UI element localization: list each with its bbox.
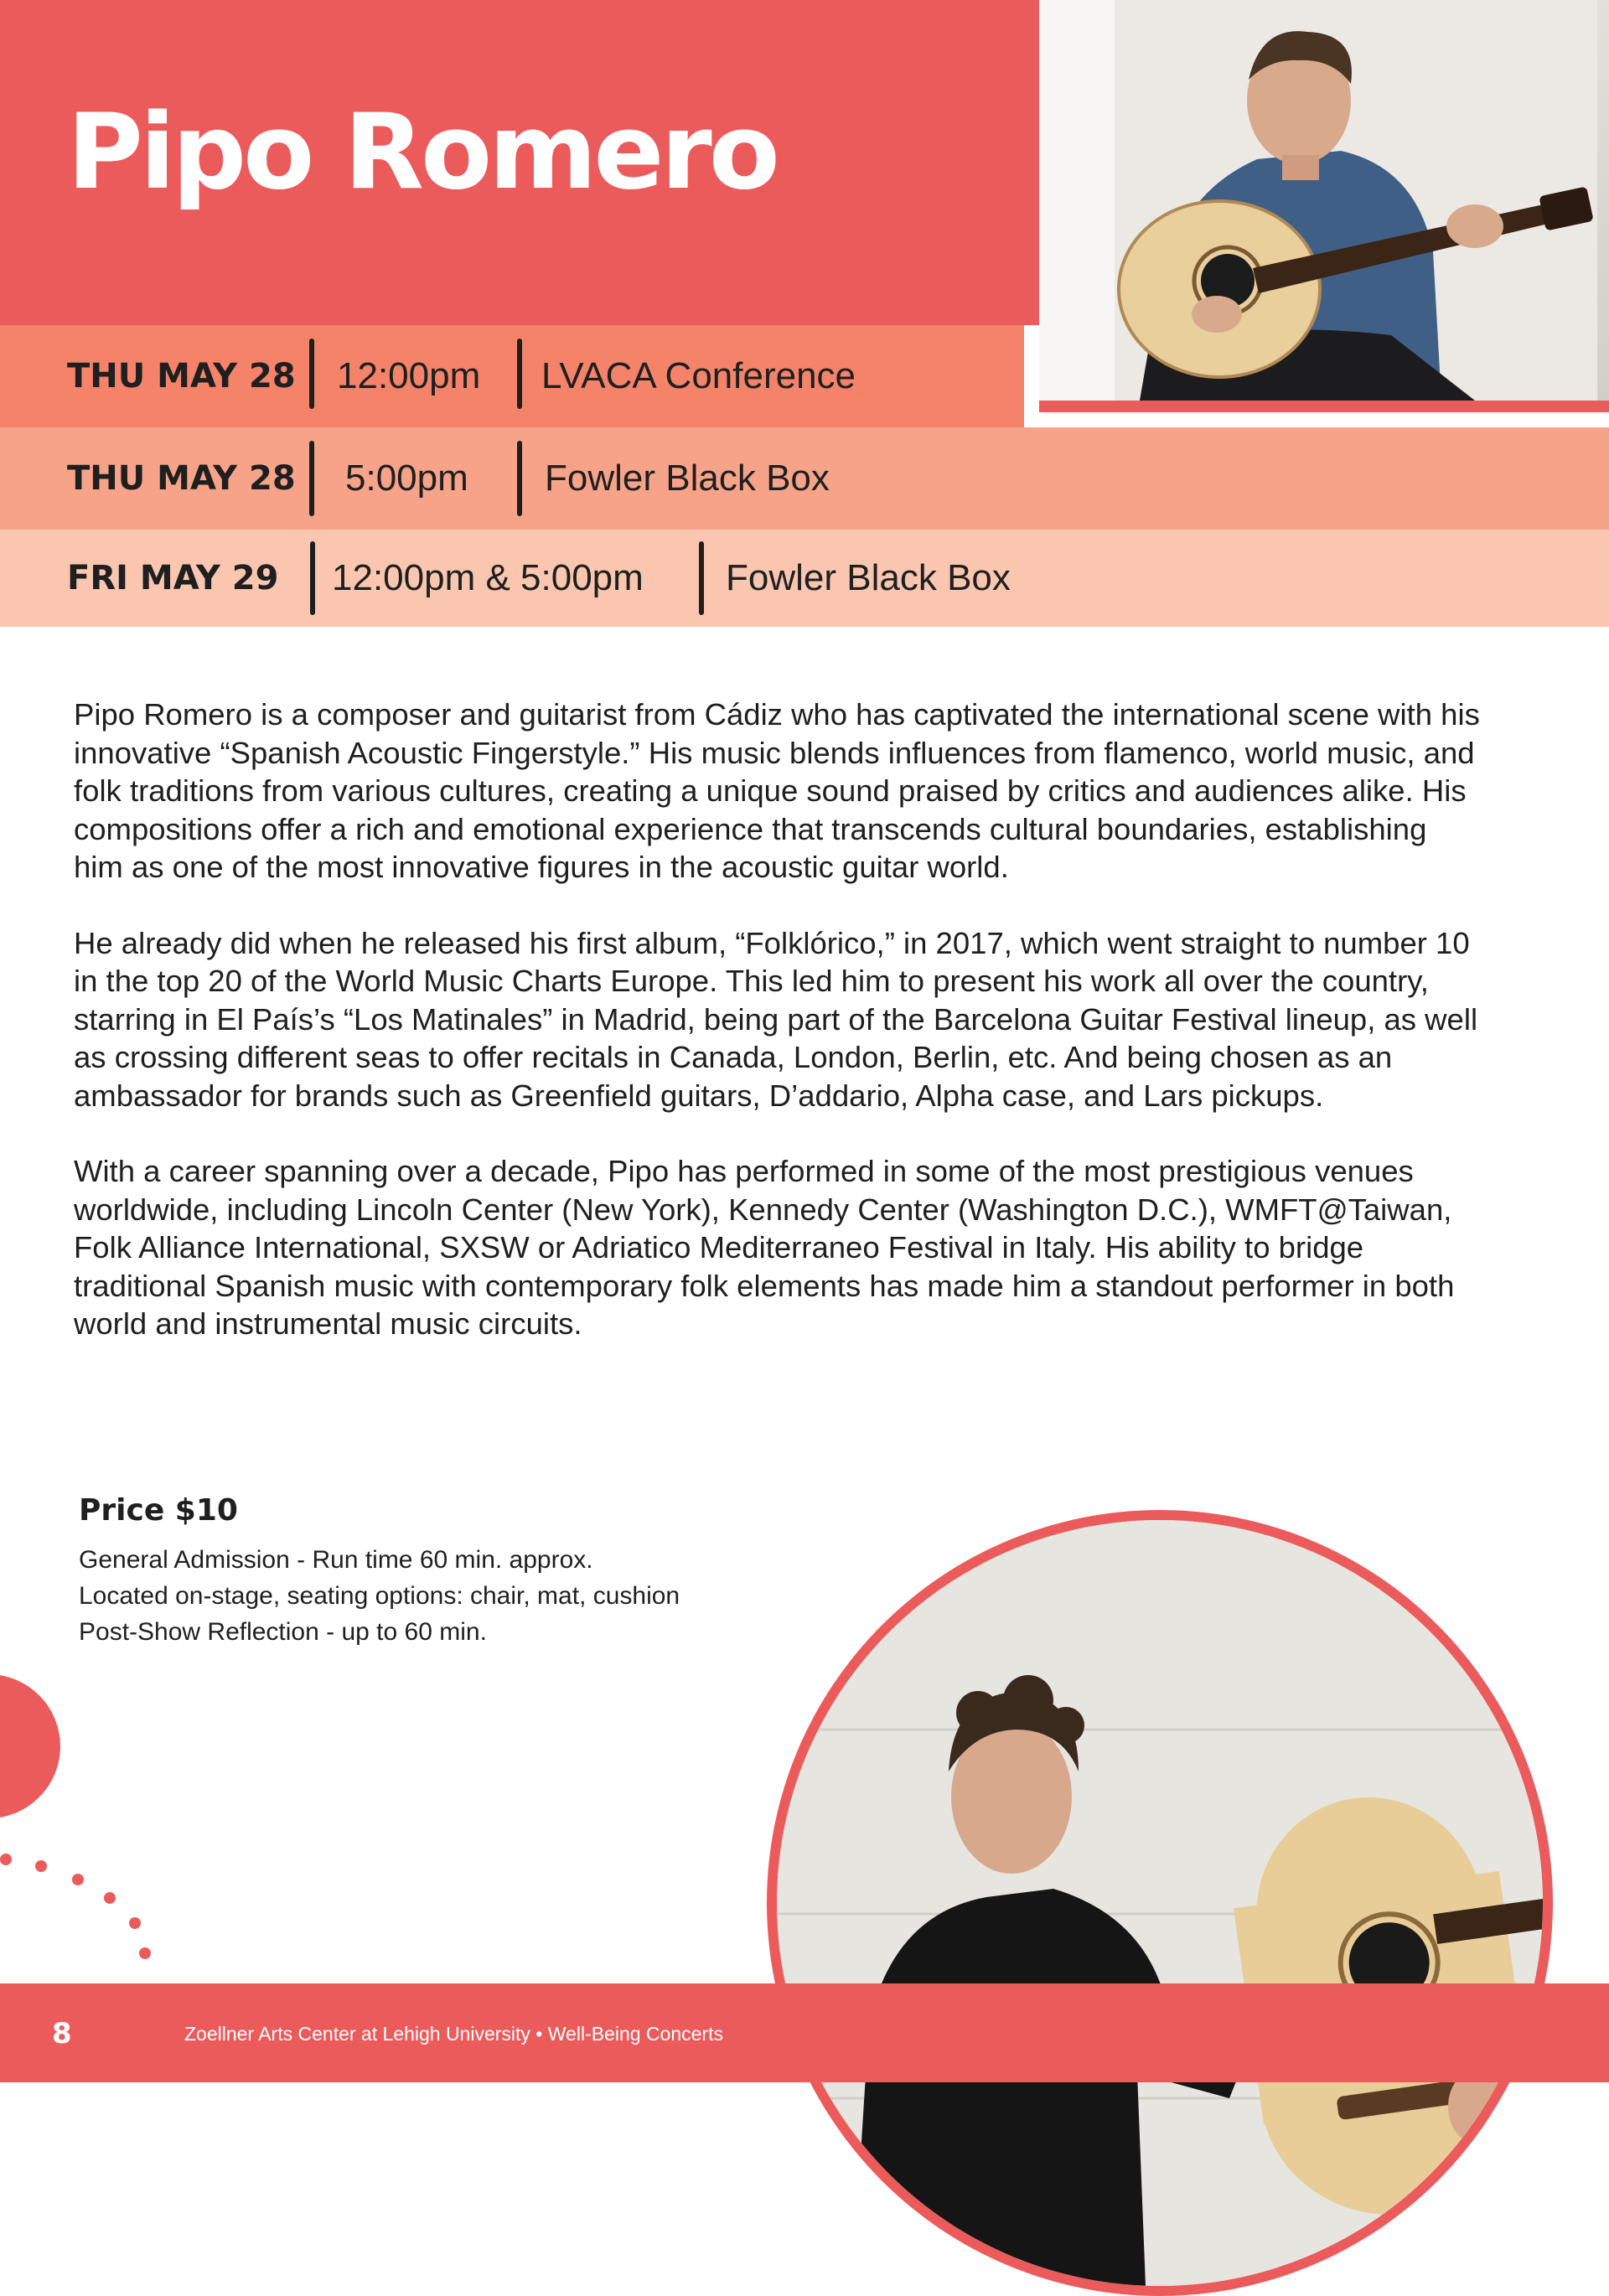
divider <box>310 541 315 615</box>
divider <box>517 441 522 516</box>
circle-photo <box>777 1520 1543 2286</box>
schedule-time: 5:00pm <box>345 458 468 499</box>
decorative-circle <box>0 1674 60 1818</box>
page-number: 8 <box>52 2017 72 2050</box>
divider <box>517 339 522 409</box>
divider <box>309 441 314 516</box>
divider <box>309 339 314 409</box>
schedule-day: THU MAY 28 <box>67 459 296 498</box>
footer-text: Zoellner Arts Center at Lehigh University • Well-Being Concerts <box>184 2023 723 2045</box>
price-line: General Admission - Run time 60 min. approx. <box>79 1546 593 1574</box>
decorative-dot <box>72 1874 84 1885</box>
guitarist-standing-illustration <box>777 1520 1543 2286</box>
price-details <box>79 1542 680 1650</box>
circle-photo-frame <box>767 1510 1553 2296</box>
price-title: Price $10 <box>79 1493 238 1528</box>
schedule-row-3 <box>0 530 1609 627</box>
schedule-time: 12:00pm <box>337 355 481 396</box>
schedule-venue: Fowler Black Box <box>545 458 830 499</box>
decorative-dot <box>35 1860 47 1872</box>
schedule-day: FRI MAY 29 <box>67 559 279 597</box>
price-line: Post-Show Reflection - up to 60 min. <box>79 1618 487 1646</box>
price-line: Located on-stage, seating options: chair, mat, cushion <box>79 1582 680 1610</box>
schedule-venue: LVACA Conference <box>541 355 856 396</box>
bio-paragraph: With a career spanning over a decade, Pipo has performed in some of the most prestigious venues worldwide, including Lincoln Center (New York), Kennedy Center (Washington D.C.), WMFT@Taiwan, Folk Alliance International, SXSW or Adriatico Mediterraneo Festival in Italy. His ability to bridge traditional Spanish music with contemporary folk elements has made him a standout performer in both world and instrumental music circuits. <box>74 1154 1455 1341</box>
decorative-dot <box>0 1854 12 1865</box>
schedule-row-2 <box>0 427 1609 530</box>
bio-paragraph: Pipo Romero is a composer and guitarist from Cádiz who has captivated the international scene with his innovative “Spanish Acoustic Fingerstyle.” His music blends influences from flamenco, world music, and folk traditions from various cultures, creating a unique sound praised by critics and audiences alike. His compositions offer a rich and emotional experience that transcends cultural boundaries, establishing him as one of the most innovative figures in the acoustic guitar world. <box>74 697 1480 884</box>
decorative-dot <box>129 1917 141 1929</box>
top-photo-frame <box>1039 0 1609 412</box>
bio-text <box>74 696 1482 1381</box>
schedule-time: 12:00pm & 5:00pm <box>332 557 644 598</box>
decorative-dot <box>104 1892 116 1904</box>
top-photo <box>1039 0 1609 401</box>
page-title: Pipo Romero <box>67 92 777 213</box>
divider <box>699 541 704 615</box>
schedule-venue: Fowler Black Box <box>726 557 1011 598</box>
decorative-dot <box>139 1947 151 1959</box>
bio-paragraph: He already did when he released his first album, “Folklórico,” in 2017, which went straight to number 10 in the top 20 of the World Music Charts Europe. This led him to present his work all over the country, starring in El País’s “Los Matinales” in Madrid, being part of the Barcelona Guitar Festival lineup, as well as crossing different seas to offer recitals in Canada, London, Berlin, etc. And being chosen as an ambassador for brands such as Greenfield guitars, D’addario, Alpha case, and Lars pickups. <box>74 925 1478 1113</box>
schedule-row-1 <box>0 325 1024 427</box>
guitarist-seated-illustration <box>1039 0 1597 401</box>
schedule-day: THU MAY 28 <box>67 357 296 396</box>
